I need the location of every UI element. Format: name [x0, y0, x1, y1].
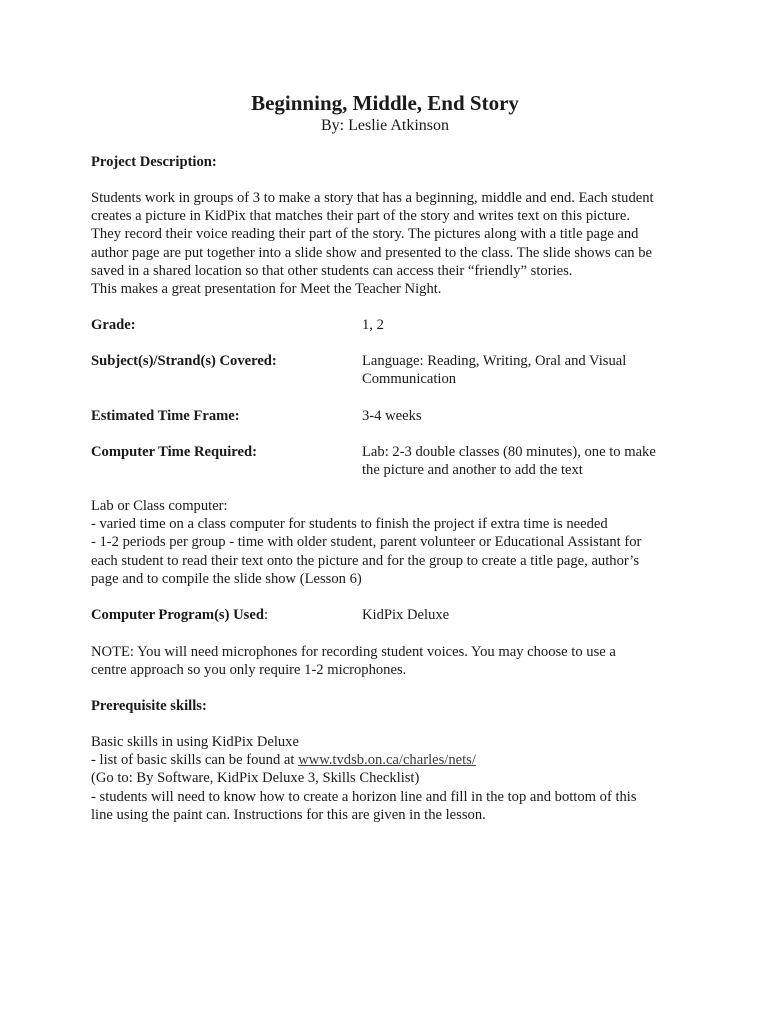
note-section	[91, 643, 691, 679]
lab-line: - 1-2 periods per group - time with older student, parent volunteer or Educational Assistant for	[91, 534, 642, 551]
lab-line: each student to read their text onto the picture and for the group to create a title page, author’s	[91, 552, 640, 569]
lab-line: page and to compile the slide show (Lesson 6)	[91, 570, 362, 587]
grade-label: Grade:	[91, 317, 136, 333]
computer-time-value	[362, 443, 692, 479]
grade-value-line: 1, 2	[362, 317, 384, 333]
prerequisite-section	[91, 733, 691, 824]
time-frame-value-line: 3-4 weeks	[362, 408, 422, 424]
lab-line: - varied time on a class computer for students to finish the project if extra time is needed	[91, 516, 608, 533]
time-frame-value	[362, 407, 692, 425]
program-label: Computer Program(s) Used:	[91, 607, 268, 623]
computer-time-label: Computer Time Required:	[91, 444, 257, 460]
subjects-value-line: Communication	[362, 371, 457, 388]
description-line: Students work in groups of 3 to make a story that has a beginning, middle and end. Each student	[91, 190, 654, 206]
note-line: NOTE: You will need microphones for recording student voices. You may choose to use a	[91, 644, 616, 660]
lab-line: Lab or Class computer:	[91, 498, 228, 514]
lab-section	[91, 497, 691, 588]
project-description-heading: Project Description:	[91, 154, 217, 170]
description-line: author page are put together into a slide show and presented to the class. The slide shows can be	[91, 244, 653, 261]
author-byline: By: Leslie Atkinson	[321, 117, 449, 134]
grade-value	[362, 316, 692, 334]
prereq-line: - students will need to know how to create a horizon line and fill in the top and bottom of this	[91, 788, 637, 805]
subjects-label: Subject(s)/Strand(s) Covered:	[91, 353, 277, 369]
project-description	[91, 189, 691, 298]
skills-link[interactable]: www.tvdsb.on.ca/charles/nets/	[298, 752, 476, 769]
prereq-line: line using the paint can. Instructions for this are given in the lesson.	[91, 806, 486, 823]
prerequisite-heading: Prerequisite skills:	[91, 698, 207, 714]
time-frame-label: Estimated Time Frame:	[91, 408, 240, 424]
prereq-line: (Go to: By Software, KidPix Deluxe 3, Skills Checklist)	[91, 770, 420, 787]
subjects-value	[362, 352, 692, 388]
program-value	[362, 606, 692, 624]
description-line: They record their voice reading their part of the story. The pictures along with a title page and	[91, 226, 639, 243]
subjects-value-line: Language: Reading, Writing, Oral and Visual	[362, 353, 627, 369]
document-title: Beginning, Middle, End Story	[251, 91, 519, 115]
prereq-line: - list of basic skills can be found at www.tvdsb.on.ca/charles/nets/	[91, 752, 476, 769]
prereq-line: Basic skills in using KidPix Deluxe	[91, 734, 299, 750]
description-line: This makes a great presentation for Meet the Teacher Night.	[91, 281, 442, 298]
computer-time-value-line: the picture and another to add the text	[362, 462, 583, 479]
note-line: centre approach so you only require 1-2 microphones.	[91, 662, 407, 679]
computer-time-value-line: Lab: 2-3 double classes (80 minutes), one to make	[362, 444, 656, 460]
description-line: creates a picture in KidPix that matches their part of the story and writes text on this picture.	[91, 208, 630, 225]
description-line: saved in a shared location so that other students can access their “friendly” stories.	[91, 262, 573, 279]
program-value-line: KidPix Deluxe	[362, 607, 450, 623]
